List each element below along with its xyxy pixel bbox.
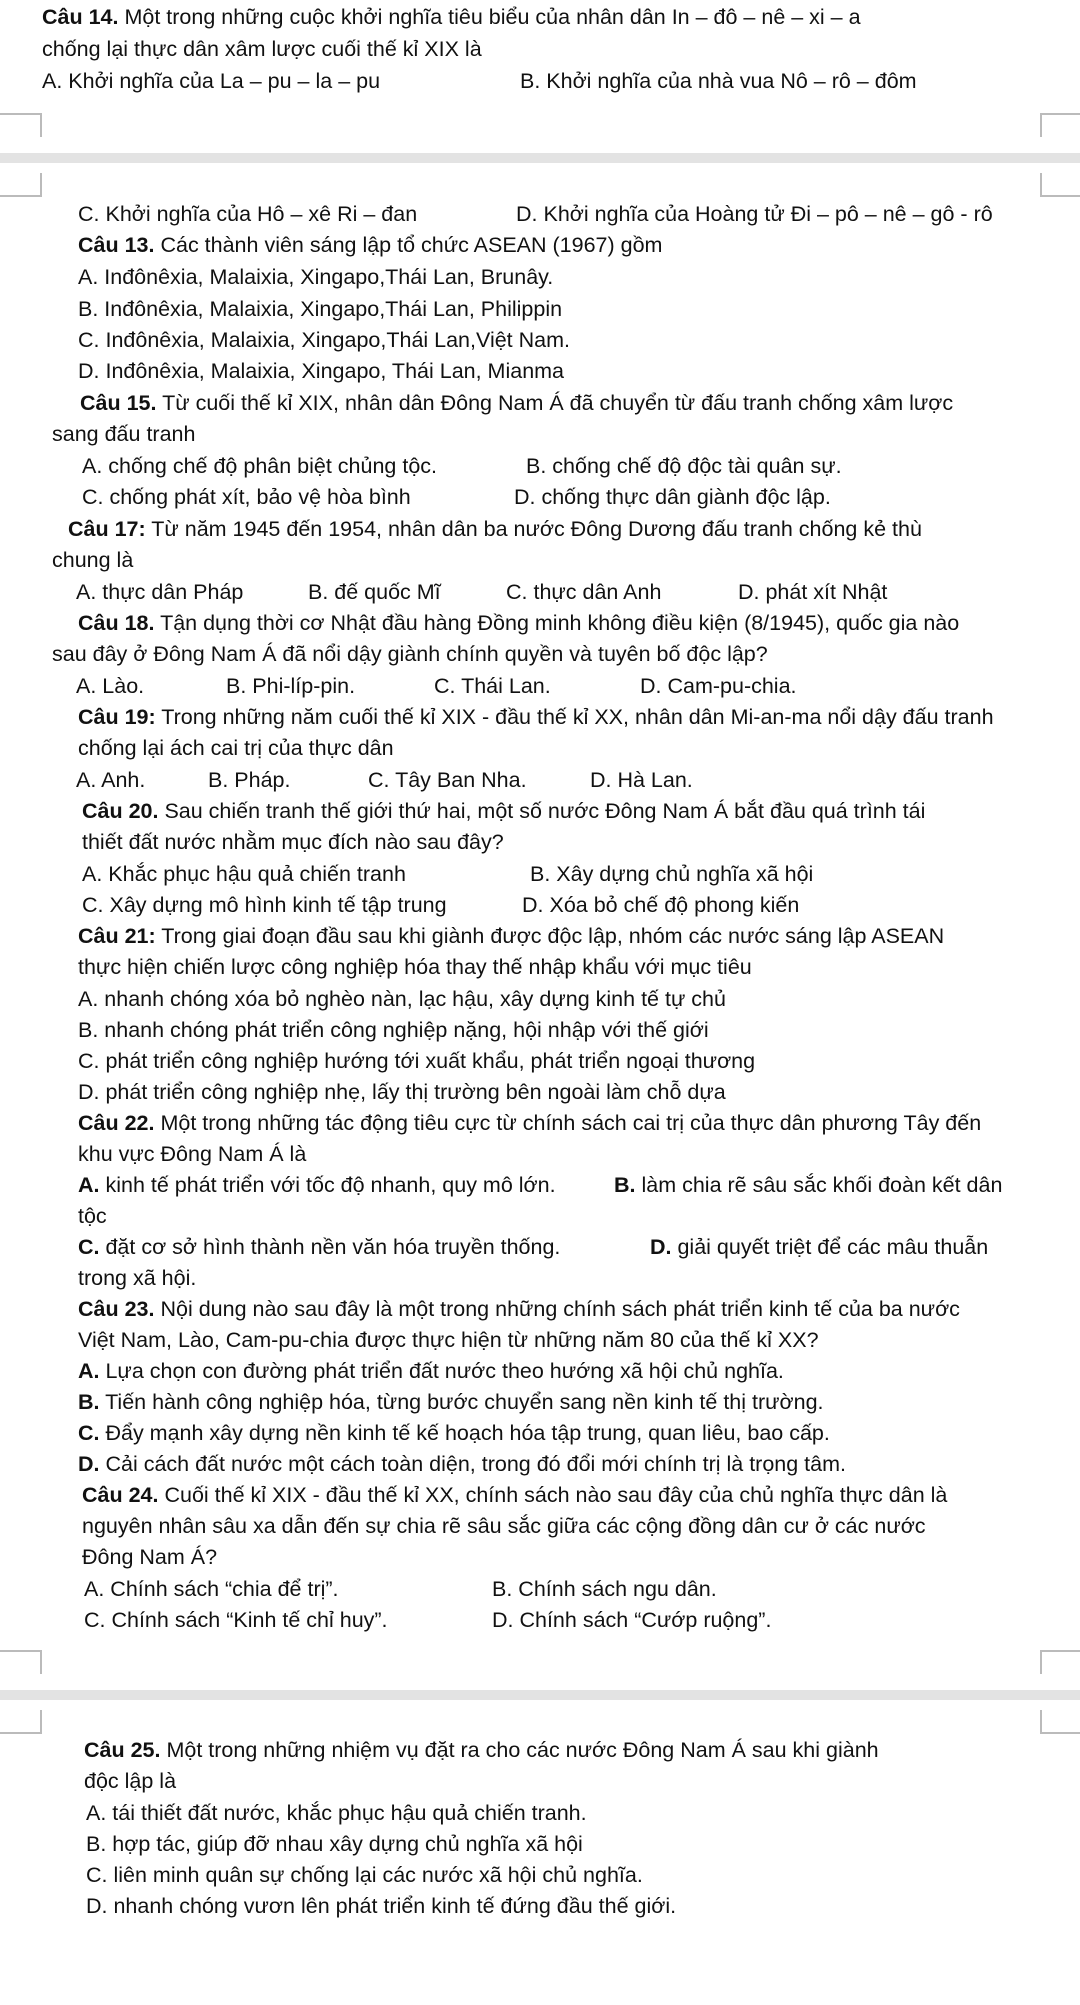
q25-stem-line2: độc lập là <box>84 1769 177 1793</box>
q15-option-a: A. chống chế độ phân biệt chủng tộc. <box>82 454 438 478</box>
q20-option-d: D. Xóa bỏ chế độ phong kiến <box>522 893 800 917</box>
q18-option-c: C. Thái Lan. <box>434 674 551 698</box>
page-break <box>0 153 1080 163</box>
q15-option-c: C. chống phát xít, bảo vệ hòa bình <box>82 485 411 509</box>
page-corner-mark <box>1040 113 1080 137</box>
page-corner-mark <box>0 1650 42 1674</box>
q18-stem-line2: sau đây ở Đông Nam Á đã nổi dậy giành chính quyền và tuyên bố độc lập? <box>52 642 768 666</box>
q20-option-c: C. Xây dựng mô hình kinh tế tập trung <box>82 893 447 917</box>
q23-stem-line2: Việt Nam, Lào, Cam-pu-chia được thực hiện từ những năm 80 của thế kỉ XX? <box>78 1328 819 1352</box>
q25-option-b: B. hợp tác, giúp đỡ nhau xây dựng chủ nghĩa xã hội <box>86 1832 583 1856</box>
page-corner-mark <box>0 1710 42 1734</box>
q19-option-a: A. Anh. <box>76 768 146 792</box>
q14-stem-line1: Câu 14. Một trong những cuộc khởi nghĩa tiêu biểu của nhân dân In – đô – nê – xi – a <box>42 5 861 29</box>
q21-stem-line1: Câu 21: Trong giai đoạn đầu sau khi giành được độc lập, nhóm các nước sáng lập ASEAN <box>78 924 945 948</box>
q25-option-a: A. tái thiết đất nước, khắc phục hậu quả chiến tranh. <box>86 1801 587 1825</box>
q20-option-a: A. Khắc phục hậu quả chiến tranh <box>82 862 406 886</box>
q22-option-d-continued: trong xã hội. <box>78 1266 197 1290</box>
q22-stem-line2: khu vực Đông Nam Á là <box>78 1142 307 1166</box>
page-corner-mark <box>0 173 42 197</box>
q23-option-c: C. Đẩy mạnh xây dựng nền kinh tế kế hoạch hóa tập trung, quan liêu, bao cấp. <box>78 1421 830 1445</box>
q18-option-a: A. Lào. <box>76 674 145 698</box>
q14-option-b: B. Khởi nghĩa của nhà vua Nô – rô – đôm <box>520 69 917 93</box>
q19-option-b: B. Pháp. <box>208 768 291 792</box>
q21-option-b: B. nhanh chóng phát triển công nghiệp nặng, hội nhập với thế giới <box>78 1018 709 1042</box>
q21-option-d: D. phát triển công nghiệp nhẹ, lấy thị trường bên ngoài làm chỗ dựa <box>78 1080 726 1104</box>
q22-option-a: A. kinh tế phát triển với tốc độ nhanh, quy mô lớn. <box>78 1173 556 1197</box>
q13-option-a: A. Inđônêxia, Malaixia, Xingapo,Thái Lan, Brunây. <box>78 265 554 289</box>
q15-option-d: D. chống thực dân giành độc lập. <box>514 485 831 509</box>
q15-stem-line2: sang đấu tranh <box>52 422 196 446</box>
q22-option-d: D. giải quyết triệt để các mâu thuẫn <box>650 1235 989 1259</box>
q17-option-b: B. đế quốc Mĩ <box>308 580 441 604</box>
q17-option-d: D. phát xít Nhật <box>738 580 888 604</box>
q13-stem: Câu 13. Các thành viên sáng lập tổ chức ASEAN (1967) gồm <box>78 233 663 257</box>
q14-stem-line2: chống lại thực dân xâm lược cuối thế kỉ XIX là <box>42 37 482 61</box>
q22-stem-line1: Câu 22. Một trong những tác động tiêu cực từ chính sách cai trị của thực dân phương Tây đến <box>78 1111 982 1135</box>
q25-option-d: D. nhanh chóng vươn lên phát triển kinh tế đứng đầu thế giới. <box>86 1894 677 1918</box>
q22-option-b: B. làm chia rẽ sâu sắc khối đoàn kết dân <box>614 1173 1003 1197</box>
page-corner-mark <box>1040 1710 1080 1734</box>
q17-option-c: C. thực dân Anh <box>506 580 662 604</box>
q23-option-d: D. Cải cách đất nước một cách toàn diện, trong đó đổi mới chính trị là trọng tâm. <box>78 1452 846 1476</box>
q19-stem-line2: chống lại ách cai trị của thực dân <box>78 736 394 760</box>
q14-option-d: D. Khởi nghĩa của Hoàng tử Đi – pô – nê – gô - rô <box>516 202 993 226</box>
q14-option-a: A. Khởi nghĩa của La – pu – la – pu <box>42 69 381 93</box>
q13-option-b: B. Inđônêxia, Malaixia, Xingapo,Thái Lan, Philippin <box>78 297 563 321</box>
q20-stem-line2: thiết đất nước nhằm mục đích nào sau đây? <box>82 830 504 854</box>
q24-stem-line2: nguyên nhân sâu xa dẫn đến sự chia rẽ sâu sắc giữa các cộng đồng dân cư ở các nước <box>82 1514 926 1538</box>
page-corner-mark <box>0 113 42 137</box>
q13-option-c: C. Inđônêxia, Malaixia, Xingapo,Thái Lan,Việt Nam. <box>78 328 570 352</box>
q20-option-b: B. Xây dựng chủ nghĩa xã hội <box>530 862 814 886</box>
q21-stem-line2: thực hiện chiến lược công nghiệp hóa thay thế nhập khẩu với mục tiêu <box>78 955 752 979</box>
q14-option-c: C. Khởi nghĩa của Hô – xê Ri – đan <box>78 202 418 226</box>
q22-option-b-continued: tộc <box>78 1204 107 1228</box>
q23-option-a: A. Lựa chọn con đường phát triển đất nước theo hướng xã hội chủ nghĩa. <box>78 1359 784 1383</box>
q24-option-c: C. Chính sách “Kinh tế chỉ huy”. <box>84 1608 388 1632</box>
q23-stem-line1: Câu 23. Nội dung nào sau đây là một trong những chính sách phát triển kinh tế của ba nước <box>78 1297 960 1321</box>
q18-option-b: B. Phi-líp-pin. <box>226 674 356 698</box>
q24-option-d: D. Chính sách “Cướp ruộng”. <box>492 1608 772 1632</box>
q19-stem-line1: Câu 19: Trong những năm cuối thế kỉ XIX - đầu thế kỉ XX, nhân dân Mi-an-ma nổi dậy đấu tranh <box>78 705 994 729</box>
q24-option-b: B. Chính sách ngu dân. <box>492 1577 717 1601</box>
page-corner-mark <box>1040 173 1080 197</box>
q19-option-c: C. Tây Ban Nha. <box>368 768 527 792</box>
q21-option-c: C. phát triển công nghiệp hướng tới xuất khẩu, phát triển ngoại thương <box>78 1049 756 1073</box>
q24-stem-line3: Đông Nam Á? <box>82 1545 218 1569</box>
q17-stem-line2: chung là <box>52 548 134 572</box>
q25-stem-line1: Câu 25. Một trong những nhiệm vụ đặt ra cho các nước Đông Nam Á sau khi giành <box>84 1738 879 1762</box>
q19-option-d: D. Hà Lan. <box>590 768 693 792</box>
q25-option-c: C. liên minh quân sự chống lại các nước xã hội chủ nghĩa. <box>86 1863 643 1887</box>
q24-option-a: A. Chính sách “chia để trị”. <box>84 1577 339 1601</box>
q18-stem-line1: Câu 18. Tận dụng thời cơ Nhật đầu hàng Đồng minh không điều kiện (8/1945), quốc gia nào <box>78 611 960 635</box>
q13-option-d: D. Inđônêxia, Malaixia, Xingapo, Thái Lan, Mianma <box>78 359 565 383</box>
q18-option-d: D. Cam-pu-chia. <box>640 674 797 698</box>
q23-option-b: B. Tiến hành công nghiệp hóa, từng bước chuyển sang nền kinh tế thị trường. <box>78 1390 824 1414</box>
q24-stem-line1: Câu 24. Cuối thế kỉ XIX - đầu thế kỉ XX, chính sách nào sau đây của chủ nghĩa thực dân là <box>82 1483 948 1507</box>
q15-option-b: B. chống chế độ độc tài quân sự. <box>526 454 842 478</box>
page-corner-mark <box>1040 1650 1080 1674</box>
q17-stem-line1: Câu 17: Từ năm 1945 đến 1954, nhân dân ba nước Đông Dương đấu tranh chống kẻ thù <box>68 517 922 541</box>
q15-stem-line1: Câu 15. Từ cuối thế kỉ XIX, nhân dân Đông Nam Á đã chuyển từ đấu tranh chống xâm lược <box>80 391 954 415</box>
q20-stem-line1: Câu 20. Sau chiến tranh thế giới thứ hai, một số nước Đông Nam Á bắt đầu quá trình tái <box>82 799 926 823</box>
q17-option-a: A. thực dân Pháp <box>76 580 244 604</box>
q22-option-c: C. đặt cơ sở hình thành nền văn hóa truyền thống. <box>78 1235 561 1259</box>
q21-option-a: A. nhanh chóng xóa bỏ nghèo nàn, lạc hậu, xây dựng kinh tế tự chủ <box>78 987 726 1011</box>
page-break <box>0 1690 1080 1700</box>
